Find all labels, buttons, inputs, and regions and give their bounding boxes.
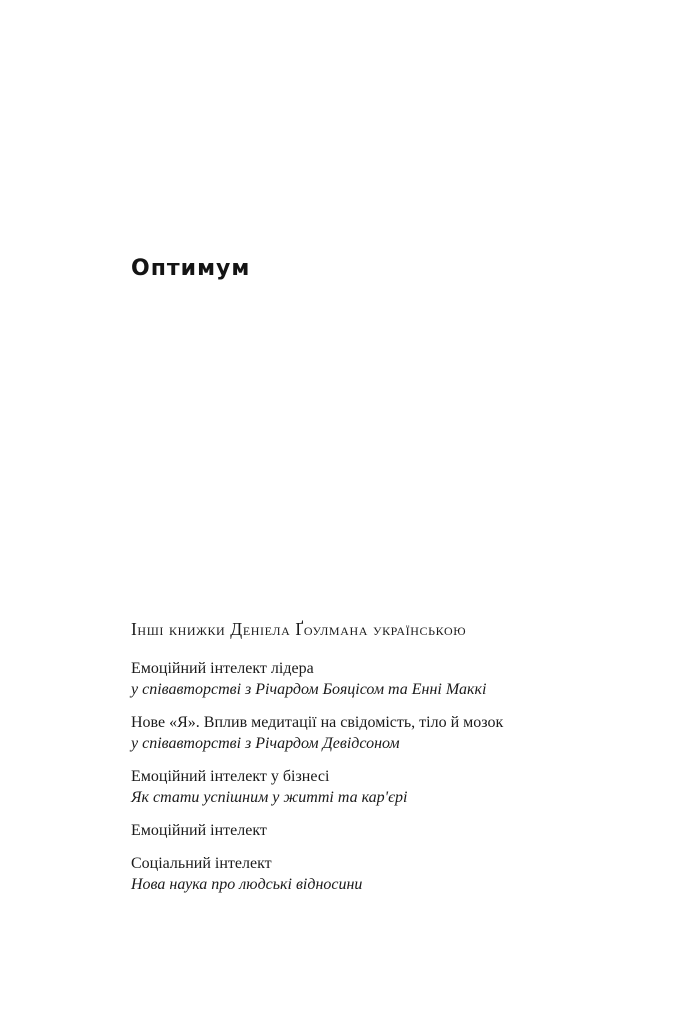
book-entry xyxy=(131,766,651,808)
book-subtitle-text: Як стати успішним у житті та кар'єрі xyxy=(131,789,408,806)
book-title-text: Соціальний інтелект xyxy=(131,855,272,872)
book-entry xyxy=(131,712,651,754)
book-entry xyxy=(131,658,651,700)
book-subtitle-text: Нова наука про людські відносини xyxy=(131,876,363,893)
book-title-text: Емоційний інтелект лідера xyxy=(131,660,314,677)
other-books-section xyxy=(131,618,651,907)
book-subtitle-text: у співавторстві з Річардом Бояцісом та Енні Маккі xyxy=(131,681,487,698)
book-title-text: Нове «Я». Вплив медитації на свідомість, тіло й мозок xyxy=(131,714,504,731)
book-entry xyxy=(131,853,651,895)
book-subtitle-text: у співавторстві з Річардом Девідсоном xyxy=(131,735,400,752)
book-list xyxy=(131,658,651,895)
other-books-heading: Інші книжки Деніела Ґоулмана українською xyxy=(131,619,467,639)
book-title-text: Емоційний інтелект xyxy=(131,822,267,839)
book-entry xyxy=(131,820,651,841)
book-title-text: Емоційний інтелект у бізнесі xyxy=(131,768,330,785)
book-title: Оптимум xyxy=(131,256,251,281)
